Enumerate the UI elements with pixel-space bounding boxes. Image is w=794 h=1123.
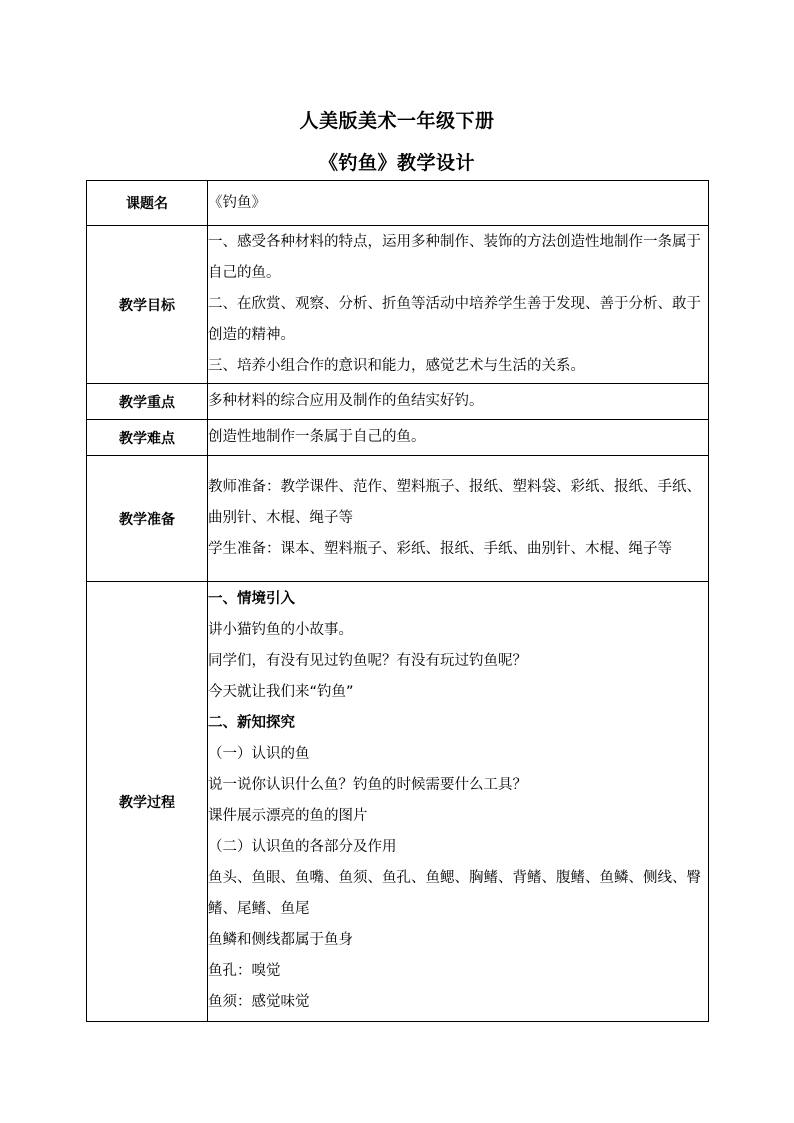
process-subheading: （一）认识的鱼 [208,746,310,762]
process-line: 鱼孔：嗅觉 [208,963,281,979]
process-line: 鱼须：感觉味觉 [208,994,310,1010]
goal-item-3: 三、培养小组合作的意识和能力，感觉艺术与生活的关系。 [208,358,585,374]
process-line: 课件展示漂亮的鱼的图片 [208,808,368,824]
goals-label: 教学目标 [87,226,208,384]
document-title-grade: 人美版美术一年级下册 [299,110,495,132]
preparation-teacher: 教师准备：教学课件、范作、塑料瓶子、报纸、塑料袋、彩纸、报纸、手纸、曲别针、木棍、绳子等 [208,479,701,526]
process-line: 今天就让我们来“钓鱼” [208,684,354,700]
process-line: 鱼鳞和侧线都属于鱼身 [208,932,353,948]
process-section-heading-2: 二、新知探究 [208,715,295,731]
process-line: 说一说你认识什么鱼？钓鱼的时候需要什么工具？ [208,777,527,793]
difficulties-value: 创造性地制作一条属于自己的鱼。 [208,420,709,456]
goals-content [208,226,709,384]
process-label: 教学过程 [87,582,208,1022]
table-row-key-points [87,384,709,420]
process-subheading: （二）认识鱼的各部分及作用 [208,839,397,855]
process-section-heading-1: 一、情境引入 [208,591,295,607]
preparation-student: 学生准备：课本、塑料瓶子、彩纸、报纸、手纸、曲别针、木棍、绳子等 [208,541,672,557]
table-row-goals [87,226,709,384]
table-row-difficulties [87,420,709,456]
lesson-plan-table [86,180,709,1022]
goal-item-2: 二、在欣赏、观察、分析、折鱼等活动中培养学生善于发现、善于分析、敢于创造的精神。 [208,296,701,343]
key-points-value: 多种材料的综合应用及制作的鱼结实好钓。 [208,384,709,420]
table-row-preparation [87,456,709,582]
key-points-label: 教学重点 [87,384,208,420]
topic-value: 《钓鱼》 [208,181,709,226]
process-content [208,582,709,1022]
table-row-process [87,582,709,1022]
preparation-content [208,456,709,582]
table-row-topic [87,181,709,226]
goal-item-1: 一、感受各种材料的特点，运用多种制作、装饰的方法创造性地制作一条属于自己的鱼。 [208,234,701,281]
document-title-lesson: 《钓鱼》教学设计 [318,152,475,174]
process-line: 讲小猫钓鱼的小故事。 [208,622,353,638]
process-line: 鱼头、鱼眼、鱼嘴、鱼须、鱼孔、鱼鳃、胸鳍、背鳍、腹鳍、鱼鳞、侧线、臀鳍、尾鳍、鱼尾 [208,870,701,917]
difficulties-label: 教学难点 [87,420,208,456]
preparation-label: 教学准备 [87,456,208,582]
process-line: 同学们，有没有见过钓鱼呢？有没有玩过钓鱼呢？ [208,653,527,669]
topic-label: 课题名 [87,181,208,226]
